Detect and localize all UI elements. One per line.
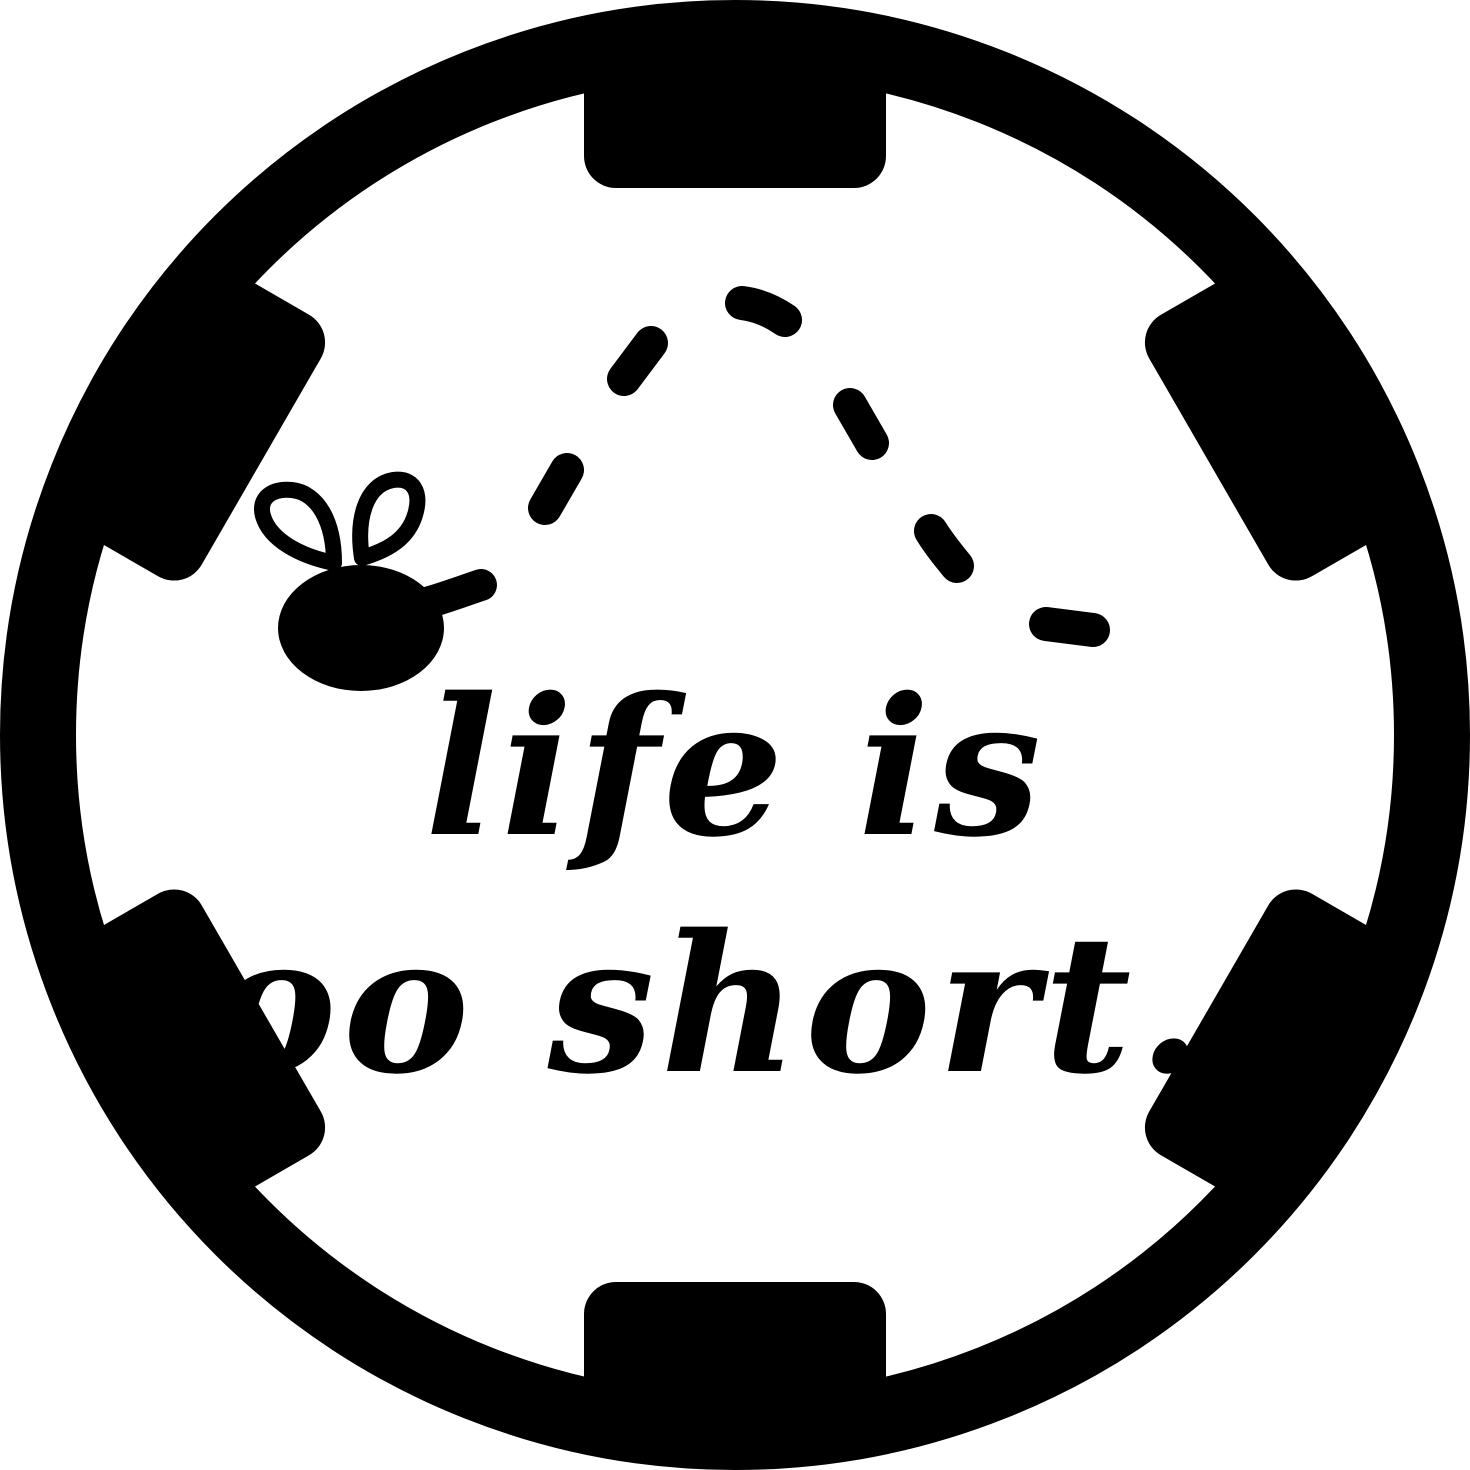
notch-bottom xyxy=(584,1282,886,1430)
fly-tail-stroke xyxy=(430,585,481,602)
flight-dash xyxy=(850,405,872,443)
flight-dash xyxy=(624,343,651,379)
notch-top xyxy=(584,40,886,188)
fly-wing-right xyxy=(360,480,417,558)
flight-dash xyxy=(931,531,957,566)
fly-wing-left xyxy=(262,490,334,563)
flight-dash xyxy=(1046,624,1093,630)
caption-line-1: life is xyxy=(424,656,1046,879)
caption-line-2: too short... xyxy=(116,893,1354,1116)
flight-dash xyxy=(545,470,567,508)
flight-dash xyxy=(742,303,785,320)
flight-path xyxy=(545,303,1093,630)
